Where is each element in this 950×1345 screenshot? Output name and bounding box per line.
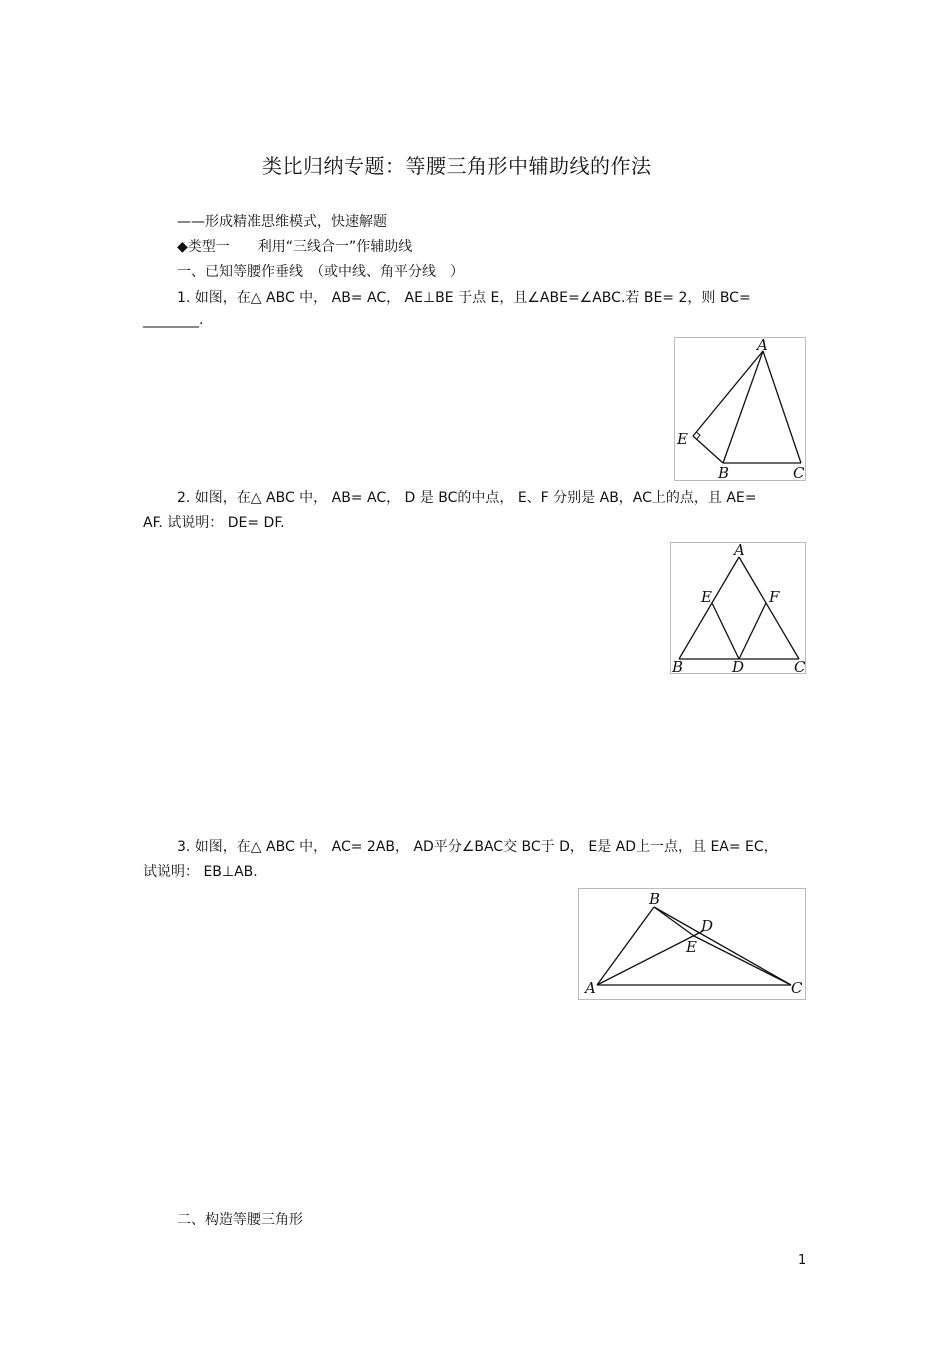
segment-ac — [763, 351, 801, 463]
label-b: B — [649, 890, 661, 908]
page-title: 类比归纳专题：等腰三角形中辅助线的作法 — [262, 154, 652, 178]
problem-2-text-cont: AF. 试说明： DE= DF. — [143, 515, 285, 531]
problem-2-text: 2. 如图，在△ ABC 中， AB= AC， D 是 BC的中点， E、F 分别是 AB，AC上的点，且 AE= — [177, 490, 757, 506]
segment-ae — [693, 351, 763, 436]
label-e: E — [677, 430, 688, 448]
right-angle-mark — [696, 432, 700, 439]
label-c: C — [793, 464, 805, 480]
label-c: C — [794, 658, 805, 673]
label-a: A — [734, 543, 745, 559]
label-f: F — [769, 588, 780, 606]
label-b: B — [718, 464, 730, 480]
label-a: A — [757, 338, 768, 354]
label-e: E — [701, 588, 712, 606]
problem-3-text: 3. 如图，在△ ABC 中， AC= 2AB， AD平分∠BAC交 BC于 D， E是 AD上一点，且 EA= EC， — [177, 839, 778, 855]
segment-eb — [693, 436, 723, 463]
label-e: E — [686, 938, 697, 956]
segment-ed — [712, 603, 739, 659]
label-b: B — [672, 658, 684, 673]
page-number: 1 — [798, 1253, 807, 1268]
segment-ab — [723, 351, 763, 463]
segment-ec — [694, 936, 791, 985]
section-heading: 二、构造等腰三角形 — [177, 1212, 303, 1228]
segment-ac — [739, 557, 799, 659]
label-c: C — [791, 979, 803, 997]
problem-1-text: 1. 如图，在△ ABC 中， AB= AC， AE⊥BE 于点 E，且∠ABE=∠ABC.若 BE= 2，则 BC= — [177, 290, 751, 306]
label-d: D — [701, 917, 714, 935]
segment-ab — [679, 557, 739, 659]
figure-3 — [578, 888, 806, 1000]
figure-1 — [674, 337, 806, 481]
label-a: A — [585, 979, 596, 997]
segment-ab — [597, 907, 654, 985]
segment-be — [654, 907, 694, 936]
label-d: D — [732, 658, 745, 673]
section-heading: 一、已知等腰作垂线 （或中线、角平分线 ） — [177, 264, 464, 280]
subtitle: ——形成精准思维模式，快速解题 — [177, 214, 387, 230]
type-heading: ◆类型一 利用“三线合一”作辅助线 — [177, 239, 413, 255]
segment-fd — [739, 603, 766, 659]
problem-3-text-cont: 试说明： EB⊥AB. — [143, 864, 258, 880]
figure-2 — [670, 542, 806, 674]
answer-blank: ________. — [143, 312, 204, 328]
